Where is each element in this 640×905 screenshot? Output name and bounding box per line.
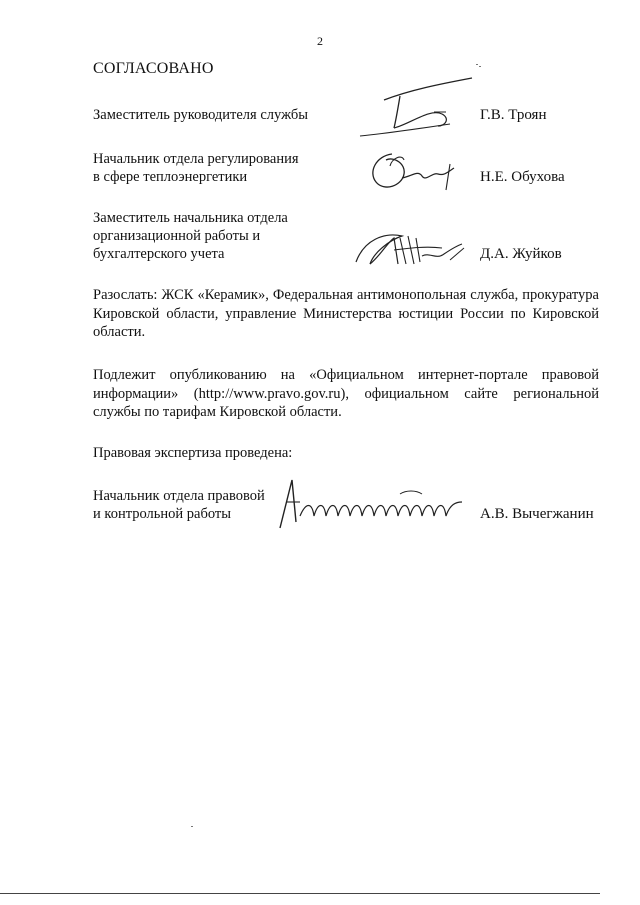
scan-speck [476, 64, 478, 65]
approval-position-2 [93, 150, 353, 186]
signature-zhuykov [350, 226, 472, 274]
approval-position-3-line-2: организационной работы и [93, 228, 261, 244]
approved-heading: СОГЛАСОВАНО [93, 60, 214, 77]
legal-review-position-line-2: и контрольной работы [93, 506, 231, 522]
signature-vychegzhanin [270, 472, 470, 534]
approval-position-3-line-3: бухгалтерского учета [93, 246, 225, 262]
approval-position-2-line-1: Начальник отдела регулирования [93, 151, 299, 167]
distribution-paragraph: Разослать: ЖСК «Керамик», Федеральная антимонопольная служба, прокуратура Кировской области, управление Министерства юстиции России по Кировской области. [93, 287, 599, 340]
scan-speck [479, 66, 481, 67]
approval-position-3 [93, 209, 353, 263]
approval-name-3: Д.А. Жуйков [480, 246, 562, 262]
signature-troyan [350, 68, 480, 148]
approval-name-1: Г.В. Троян [480, 107, 547, 123]
signature-obukhova [362, 146, 472, 198]
publication-paragraph: Подлежит опубликованию на «Официальном интернет-портале правовой информации» (http://www.pravo.gov.ru), официальном сайте региональной службы по тарифам Кировской области. [93, 367, 599, 420]
scan-speck [191, 826, 193, 827]
approval-name-2: Н.Е. Обухова [480, 169, 565, 185]
legal-review-position-line-1: Начальник отдела правовой [93, 488, 265, 504]
legal-review-name: А.В. Вычегжанин [480, 506, 594, 522]
page-number: 2 [317, 34, 323, 48]
approval-position-1-line-1: Заместитель руководителя службы [93, 107, 309, 123]
approval-position-2-line-2: в сфере теплоэнергетики [93, 169, 248, 185]
approval-position-1 [93, 106, 353, 124]
legal-review-heading: Правовая экспертиза проведена: [93, 445, 293, 461]
approval-position-3-line-1: Заместитель начальника отдела [93, 210, 288, 226]
bottom-rule [0, 893, 600, 894]
